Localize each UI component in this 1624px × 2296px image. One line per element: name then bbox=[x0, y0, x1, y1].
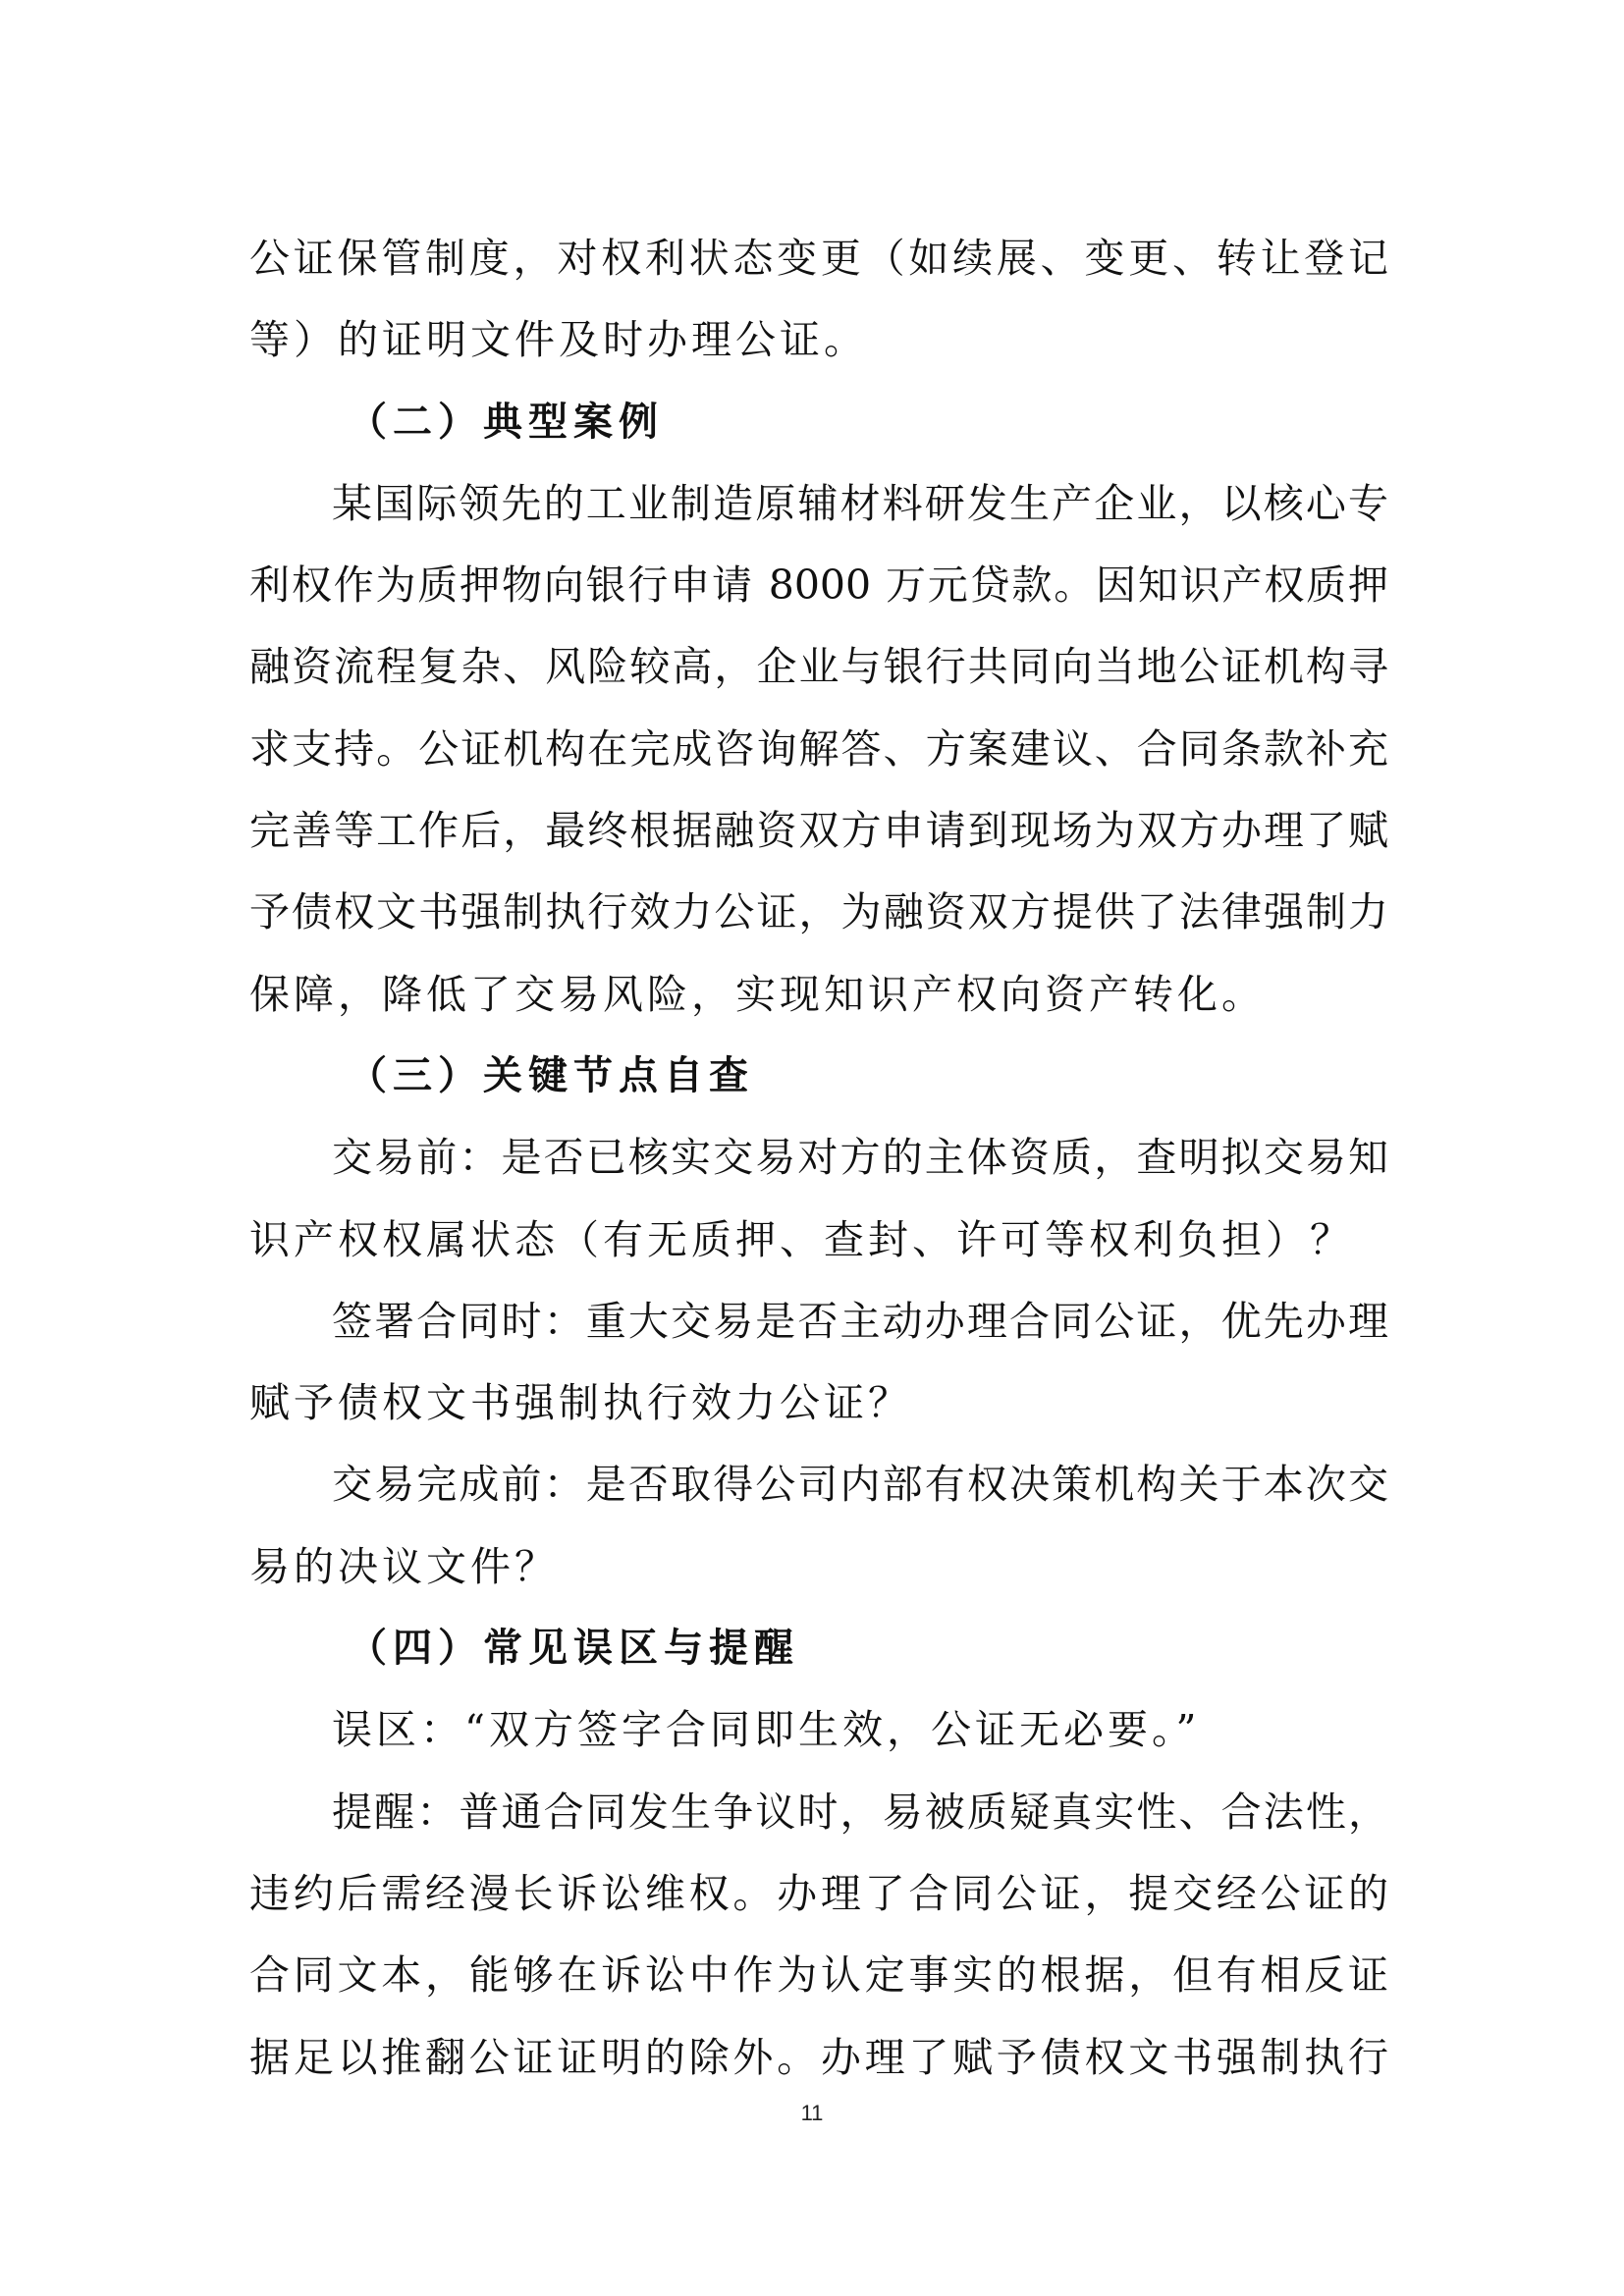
text-line: 完善等工作后，最终根据融资双方申请到现场为双方办理了赋 bbox=[249, 807, 1388, 855]
text-line: 保障，降低了交易风险，实现知识产权向资产转化。 bbox=[249, 970, 1266, 1018]
section-heading: （三）关键节点自查 bbox=[348, 1052, 754, 1098]
text-line: 据足以推翻公证证明的除外。办理了赋予债权文书强制执行 bbox=[249, 2033, 1388, 2081]
text-line: 识产权权属状态（有无质押、查封、许可等权利负担）？ bbox=[249, 1215, 1354, 1263]
section-heading: （四）常见误区与提醒 bbox=[348, 1626, 799, 1672]
text-line: 某国际领先的工业制造原辅材料研发生产企业，以核心专 bbox=[332, 479, 1388, 527]
text-line: 公证保管制度，对权利状态变更（如续展、变更、转让登记 bbox=[249, 235, 1388, 282]
text-line: 交易前：是否已核实交易对方的主体资质，查明拟交易知 bbox=[332, 1134, 1388, 1182]
text-line: 提醒：普通合同发生争议时，易被质疑真实性、合法性， bbox=[332, 1788, 1388, 1836]
text-line: 求支持。公证机构在完成咨询解答、方案建议、合同条款补充 bbox=[249, 724, 1388, 773]
text-line: 赋予债权文书强制执行效力公证？ bbox=[249, 1379, 912, 1427]
text-line: 融资流程复杂、风险较高，企业与银行共同向当地公证机构寻 bbox=[249, 643, 1388, 691]
text-line: 等）的证明文件及时办理公证。 bbox=[249, 316, 868, 364]
text-line: 予债权文书强制执行效力公证，为融资双方提供了法律强制力 bbox=[249, 888, 1388, 936]
text-line: 误区：“双方签字合同即生效，公证无必要。” bbox=[332, 1706, 1201, 1754]
document-body bbox=[249, 218, 1388, 2099]
section-heading: （二）典型案例 bbox=[348, 399, 664, 445]
text-line: 签署合同时：重大交易是否主动办理合同公证，优先办理 bbox=[332, 1297, 1388, 1345]
page-number: 11 bbox=[800, 2101, 824, 2125]
text-line: 易的决议文件？ bbox=[249, 1542, 559, 1590]
text-line: 违约后需经漫长诉讼维权。办理了合同公证，提交经公证的 bbox=[249, 1869, 1388, 1917]
text-line: 利权作为质押物向银行申请 8000 万元贷款。因知识产权质押 bbox=[249, 561, 1388, 610]
text-line: 交易完成前：是否取得公司内部有权决策机构关于本次交 bbox=[332, 1461, 1388, 1509]
text-line: 合同文本，能够在诉讼中作为认定事实的根据，但有相反证 bbox=[249, 1951, 1388, 2000]
